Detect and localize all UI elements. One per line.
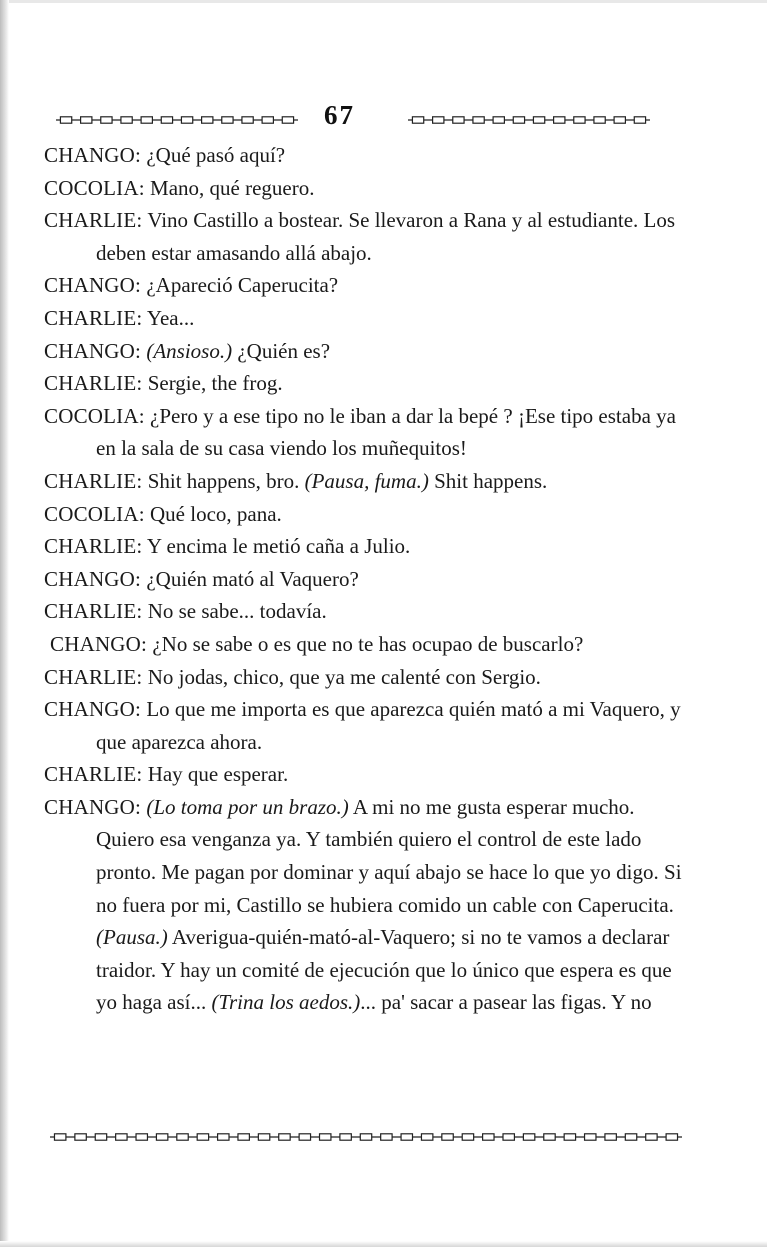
dialogue-line [44,269,684,302]
speech-text: Hay que esperar. [147,762,289,787]
speaker-name: CHARLIE: [44,371,143,396]
speaker-name: COCOLIA: [44,501,145,526]
speech-text: Shit happens. [428,468,548,493]
speech-text: Qué loco, pana. [150,501,282,526]
speech-text: Shit happens, bro. [147,468,305,493]
dialogue-line [44,791,684,1019]
dialogue-line [44,530,684,563]
speech-text: ¿Quién es? [232,338,331,363]
dialogue-line [44,400,684,465]
speech-text: Mano, qué reguero. [150,175,315,200]
page-edge-left [0,0,9,1247]
page-header [56,100,656,136]
chain-ornament-right [408,116,650,124]
dialogue-line [44,693,684,758]
chain-ornament-left [56,116,298,124]
stage-direction: (Lo toma por un brazo.) [146,794,349,819]
speaker-name: CHANGO: [44,143,142,167]
speaker-name: CHANGO: [44,273,142,298]
chain-ornament-bottom [50,1133,682,1141]
speech-text: No jodas, chico, que ya me calenté con Sergio. [147,664,541,689]
dialogue-line [44,661,684,694]
speech-text: ¿Pero y a ese tipo no le iban a dar la bepé ? ¡Ese tipo estaba ya en la sala de su casa viendo los muñequitos! [96,403,676,461]
dialogue-line [44,498,684,531]
dialogue-line [44,335,684,368]
page-edge-top [0,0,767,3]
stage-direction: (Pausa, fuma.) [304,468,429,493]
speaker-name: COCOLIA: [44,403,145,428]
speech-text: A mi no me gusta esperar mucho. Quiero esa venganza ya. Y también quiero el control de este lado pronto. Me pagan por dominar y aquí abajo se hace lo que yo digo. Si no fuera por mi, Castillo se hubiera comido un cable con Caperucita. [96,794,682,917]
speaker-name: CHARLIE: [44,599,143,624]
speech-text: ... pa' sacar a pasear las figas. Y no [360,990,652,1015]
speech-text: Averigua-quién-mató-al-Vaquero; si no te vamos a declarar traidor. Y hay un comité de ejecución que lo único que espera es que yo haga así... [96,925,672,1015]
speaker-name: CHARLIE: [44,762,143,787]
speaker-name: CHANGO: [44,566,142,591]
speech-text: Vino Castillo a bostear. Se llevaron a Rana y al estudiante. Los deben estar amasando allá abajo. [96,208,676,265]
page-number: 67 [324,100,355,130]
speaker-name: CHARLIE: [44,534,143,559]
dialogue-line [44,628,684,661]
dialogue-line [44,595,684,628]
speech-text: ¿No se sabe o es que no te has ocupao de buscarlo? [152,631,584,656]
speaker-name: CHANGO: [50,631,148,656]
page-edge-bottom [0,1241,767,1247]
speech-text: ¿Qué pasó aquí? [146,143,286,167]
dialogue-text [44,139,684,1019]
dialogue-line [44,367,684,400]
speech-text: No se sabe... todavía. [147,599,327,624]
dialogue-line [44,172,684,205]
speaker-name: CHANGO: [44,338,142,363]
stage-direction: (Ansioso.) [146,338,233,363]
speech-text: Lo que me importa es que aparezca quién mató a mi Vaquero, y que aparezca ahora. [96,697,681,754]
stage-direction: (Pausa.) [96,925,168,950]
speaker-name: CHARLIE: [44,305,143,330]
speaker-name: COCOLIA: [44,175,145,200]
speaker-name: CHARLIE: [44,468,143,493]
speech-text: ¿Quién mató al Vaquero? [146,566,359,591]
speaker-name: CHARLIE: [44,664,143,689]
dialogue-line [44,758,684,791]
dialogue-line [44,465,684,498]
dialogue-line [44,302,684,335]
dialogue-line [44,139,684,172]
speech-text: ¿Apareció Caperucita? [146,273,339,298]
speaker-name: CHANGO: [44,697,142,722]
speech-text: Sergie, the frog. [147,371,283,396]
stage-direction: (Trina los aedos.) [211,990,361,1015]
speech-text: Y encima le metió caña a Julio. [146,534,411,559]
speaker-name: CHANGO: [44,794,142,819]
speech-text: Yea... [146,305,195,330]
dialogue-line [44,563,684,596]
dialogue-line [44,204,684,269]
speaker-name: CHARLIE: [44,208,143,233]
